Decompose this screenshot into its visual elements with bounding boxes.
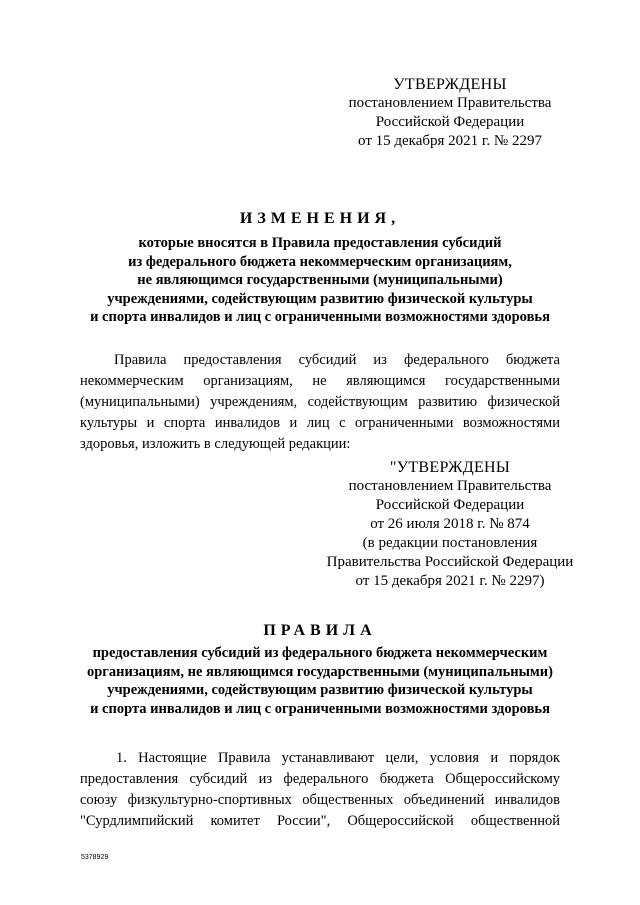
paragraph-line: "Сурдлимпийский комитет России", Общероссийской общественной xyxy=(80,813,560,829)
subtitle-line: учреждениями, содействующим развитию физической культуры xyxy=(107,290,533,307)
approval-block-top xyxy=(300,75,600,151)
approval-line: Российской Федерации xyxy=(375,114,525,130)
intro-paragraph xyxy=(80,350,560,455)
subtitle-line: из федерального бюджета некоммерческим организациям, xyxy=(128,253,512,270)
approval-heading: УТВЕРЖДЕНЫ xyxy=(393,76,507,93)
approval-block-second xyxy=(290,458,610,591)
paragraph-line: 1. Настоящие Правила устанавливают цели, условия и порядок xyxy=(116,750,560,766)
changes-title: ИЗМЕНЕНИЯ, xyxy=(239,210,401,227)
approval-line: от 15 декабря 2021 г. № 2297) xyxy=(355,573,545,589)
paragraph-line: культуры и спорта инвалидов и лиц с ограниченными возможностями xyxy=(80,415,560,431)
changes-subtitle xyxy=(60,234,580,327)
subtitle-line: и спорта инвалидов и лиц с ограниченными возможностями здоровья xyxy=(90,309,550,325)
approval-line: Российской Федерации xyxy=(375,497,525,513)
document-code: 5378929 xyxy=(81,854,109,861)
approval-line: (в редакции постановления xyxy=(362,535,538,551)
subtitle-line: организациям, не являющимся государственными (муниципальными) xyxy=(86,663,553,680)
subtitle-line: которые вносятся в Правила предоставления субсидий xyxy=(138,235,502,251)
point-1-paragraph xyxy=(80,748,560,832)
approval-line: Правительства Российской Федерации xyxy=(326,554,574,570)
paragraph-line: некоммерческим организациям, не являющимся государственными xyxy=(80,373,560,389)
subtitle-line: предоставления субсидий из федерального бюджета некоммерческим xyxy=(92,645,548,661)
subtitle-line: не являющимся государственными (муниципальными) xyxy=(137,272,503,288)
subtitle-line: и спорта инвалидов и лиц с ограниченными возможностями здоровья xyxy=(90,700,550,717)
approval-heading: "УТВЕРЖДЕНЫ xyxy=(389,459,511,476)
paragraph-line: союзу физкультурно-спортивных общественных объединений инвалидов xyxy=(80,792,560,808)
paragraph-line: (муниципальными) учреждениям, содействующим развитию физической xyxy=(80,394,560,410)
approval-line: от 26 июля 2018 г. № 874 xyxy=(370,516,530,532)
paragraph-line: предоставления субсидий из федерального бюджета Общероссийскому xyxy=(80,771,560,787)
paragraph-line: здоровья, изложить в следующей редакции: xyxy=(80,436,351,452)
paragraph-line: Правила предоставления субсидий из федерального бюджета xyxy=(114,352,560,368)
subtitle-line: учреждениями, содействующим развитию физической культуры xyxy=(107,682,533,698)
approval-line: от 15 декабря 2021 г. № 2297 xyxy=(358,133,542,149)
approval-line: постановлением Правительства xyxy=(348,95,552,111)
approval-line: постановлением Правительства xyxy=(348,478,552,494)
rules-subtitle xyxy=(60,644,580,718)
rules-title: ПРАВИЛА xyxy=(263,622,377,639)
